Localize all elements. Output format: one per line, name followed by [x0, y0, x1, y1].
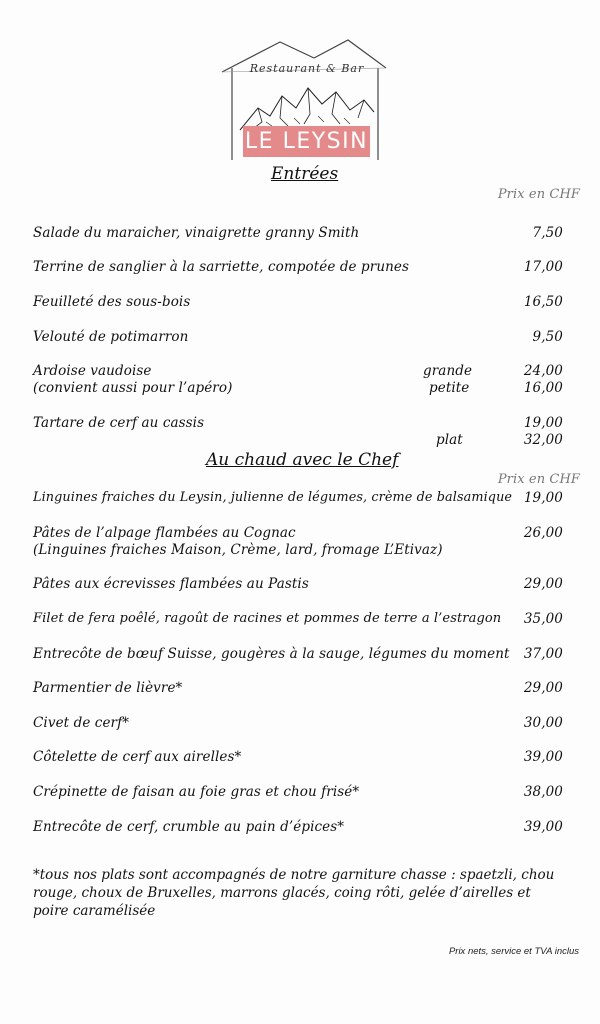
item-name: Pâtes de l’alpage flambées au Cognac [33, 525, 296, 541]
item-price: 16,50 [523, 294, 563, 310]
section-title-chaud: Au chaud avec le Chef [206, 450, 399, 470]
item-price: 17,00 [523, 259, 563, 275]
item-price: 39,00 [523, 749, 563, 765]
item-name: Salade du maraicher, vinaigrette granny Smith [33, 225, 360, 241]
item-name: Pâtes aux écrevisses flambées au Pastis [33, 576, 309, 592]
item-price: 30,00 [523, 715, 563, 731]
item-name: Entrecôte de cerf, crumble au pain d’épices* [33, 819, 345, 835]
item-size: petite [429, 380, 470, 396]
item-name: Terrine de sanglier à la sarriette, compotée de prunes [33, 259, 410, 275]
footnote: *tous nos plats sont accompagnés de notre garniture chasse : spaetzli, chou rouge, choux de Bruxelles, marrons glacés, coing rôti, gelée d’airelles et poire caramélisée [33, 867, 555, 919]
item-price: 26,00 [523, 525, 563, 541]
item-price: 39,00 [523, 819, 563, 835]
section-title-entrees: Entrées [271, 164, 339, 184]
item-name: Crépinette de faisan au foie gras et chou frisé* [33, 784, 360, 800]
item-price: 7,50 [532, 225, 563, 241]
item-price: 38,00 [523, 784, 563, 800]
item-name: Linguines fraiches du Leysin, julienne de légumes, crème de balsamique [33, 490, 513, 505]
item-name: Côtelette de cerf aux airelles* [33, 749, 242, 765]
item-price: 37,00 [523, 646, 563, 662]
item-name: Civet de cerf* [33, 715, 130, 731]
item-description: (convient aussi pour l’apéro) [33, 380, 233, 396]
item-name: Ardoise vaudoise [33, 363, 152, 379]
item-name: Parmentier de lièvre* [33, 680, 183, 696]
item-description: (Linguines fraiches Maison, Crème, lard, fromage L’Etivaz) [33, 542, 443, 558]
logo-tagline: Restaurant & Bar [249, 62, 365, 75]
logo-mountain [240, 88, 374, 130]
item-size: grande [423, 363, 473, 379]
item-price: 19,00 [523, 415, 563, 431]
item-price: 29,00 [523, 680, 563, 696]
item-price: 35,00 [523, 611, 563, 627]
item-price: 29,00 [523, 576, 563, 592]
item-price: 32,00 [523, 432, 563, 448]
item-size: plat [436, 432, 463, 448]
item-name: Feuilleté des sous-bois [33, 294, 191, 310]
item-name: Filet de fera poêlé, ragoût de racines et pommes de terre a l’estragon [33, 611, 502, 626]
price-note: Prix nets, service et TVA inclus [448, 946, 579, 957]
logo-name: LE LEYSIN [244, 129, 369, 154]
item-price: 19,00 [523, 490, 563, 506]
item-name: Entrecôte de bœuf Suisse, gougères à la sauge, légumes du moment [33, 646, 510, 662]
prix-label-chaud: Prix en CHF [497, 472, 580, 487]
item-price: 9,50 [532, 329, 563, 345]
prix-label-entrees: Prix en CHF [497, 187, 580, 202]
item-name: Velouté de potimarron [33, 329, 189, 345]
item-price: 24,00 [523, 363, 563, 379]
item-name: Tartare de cerf au cassis [33, 415, 205, 431]
item-price: 16,00 [523, 380, 563, 396]
